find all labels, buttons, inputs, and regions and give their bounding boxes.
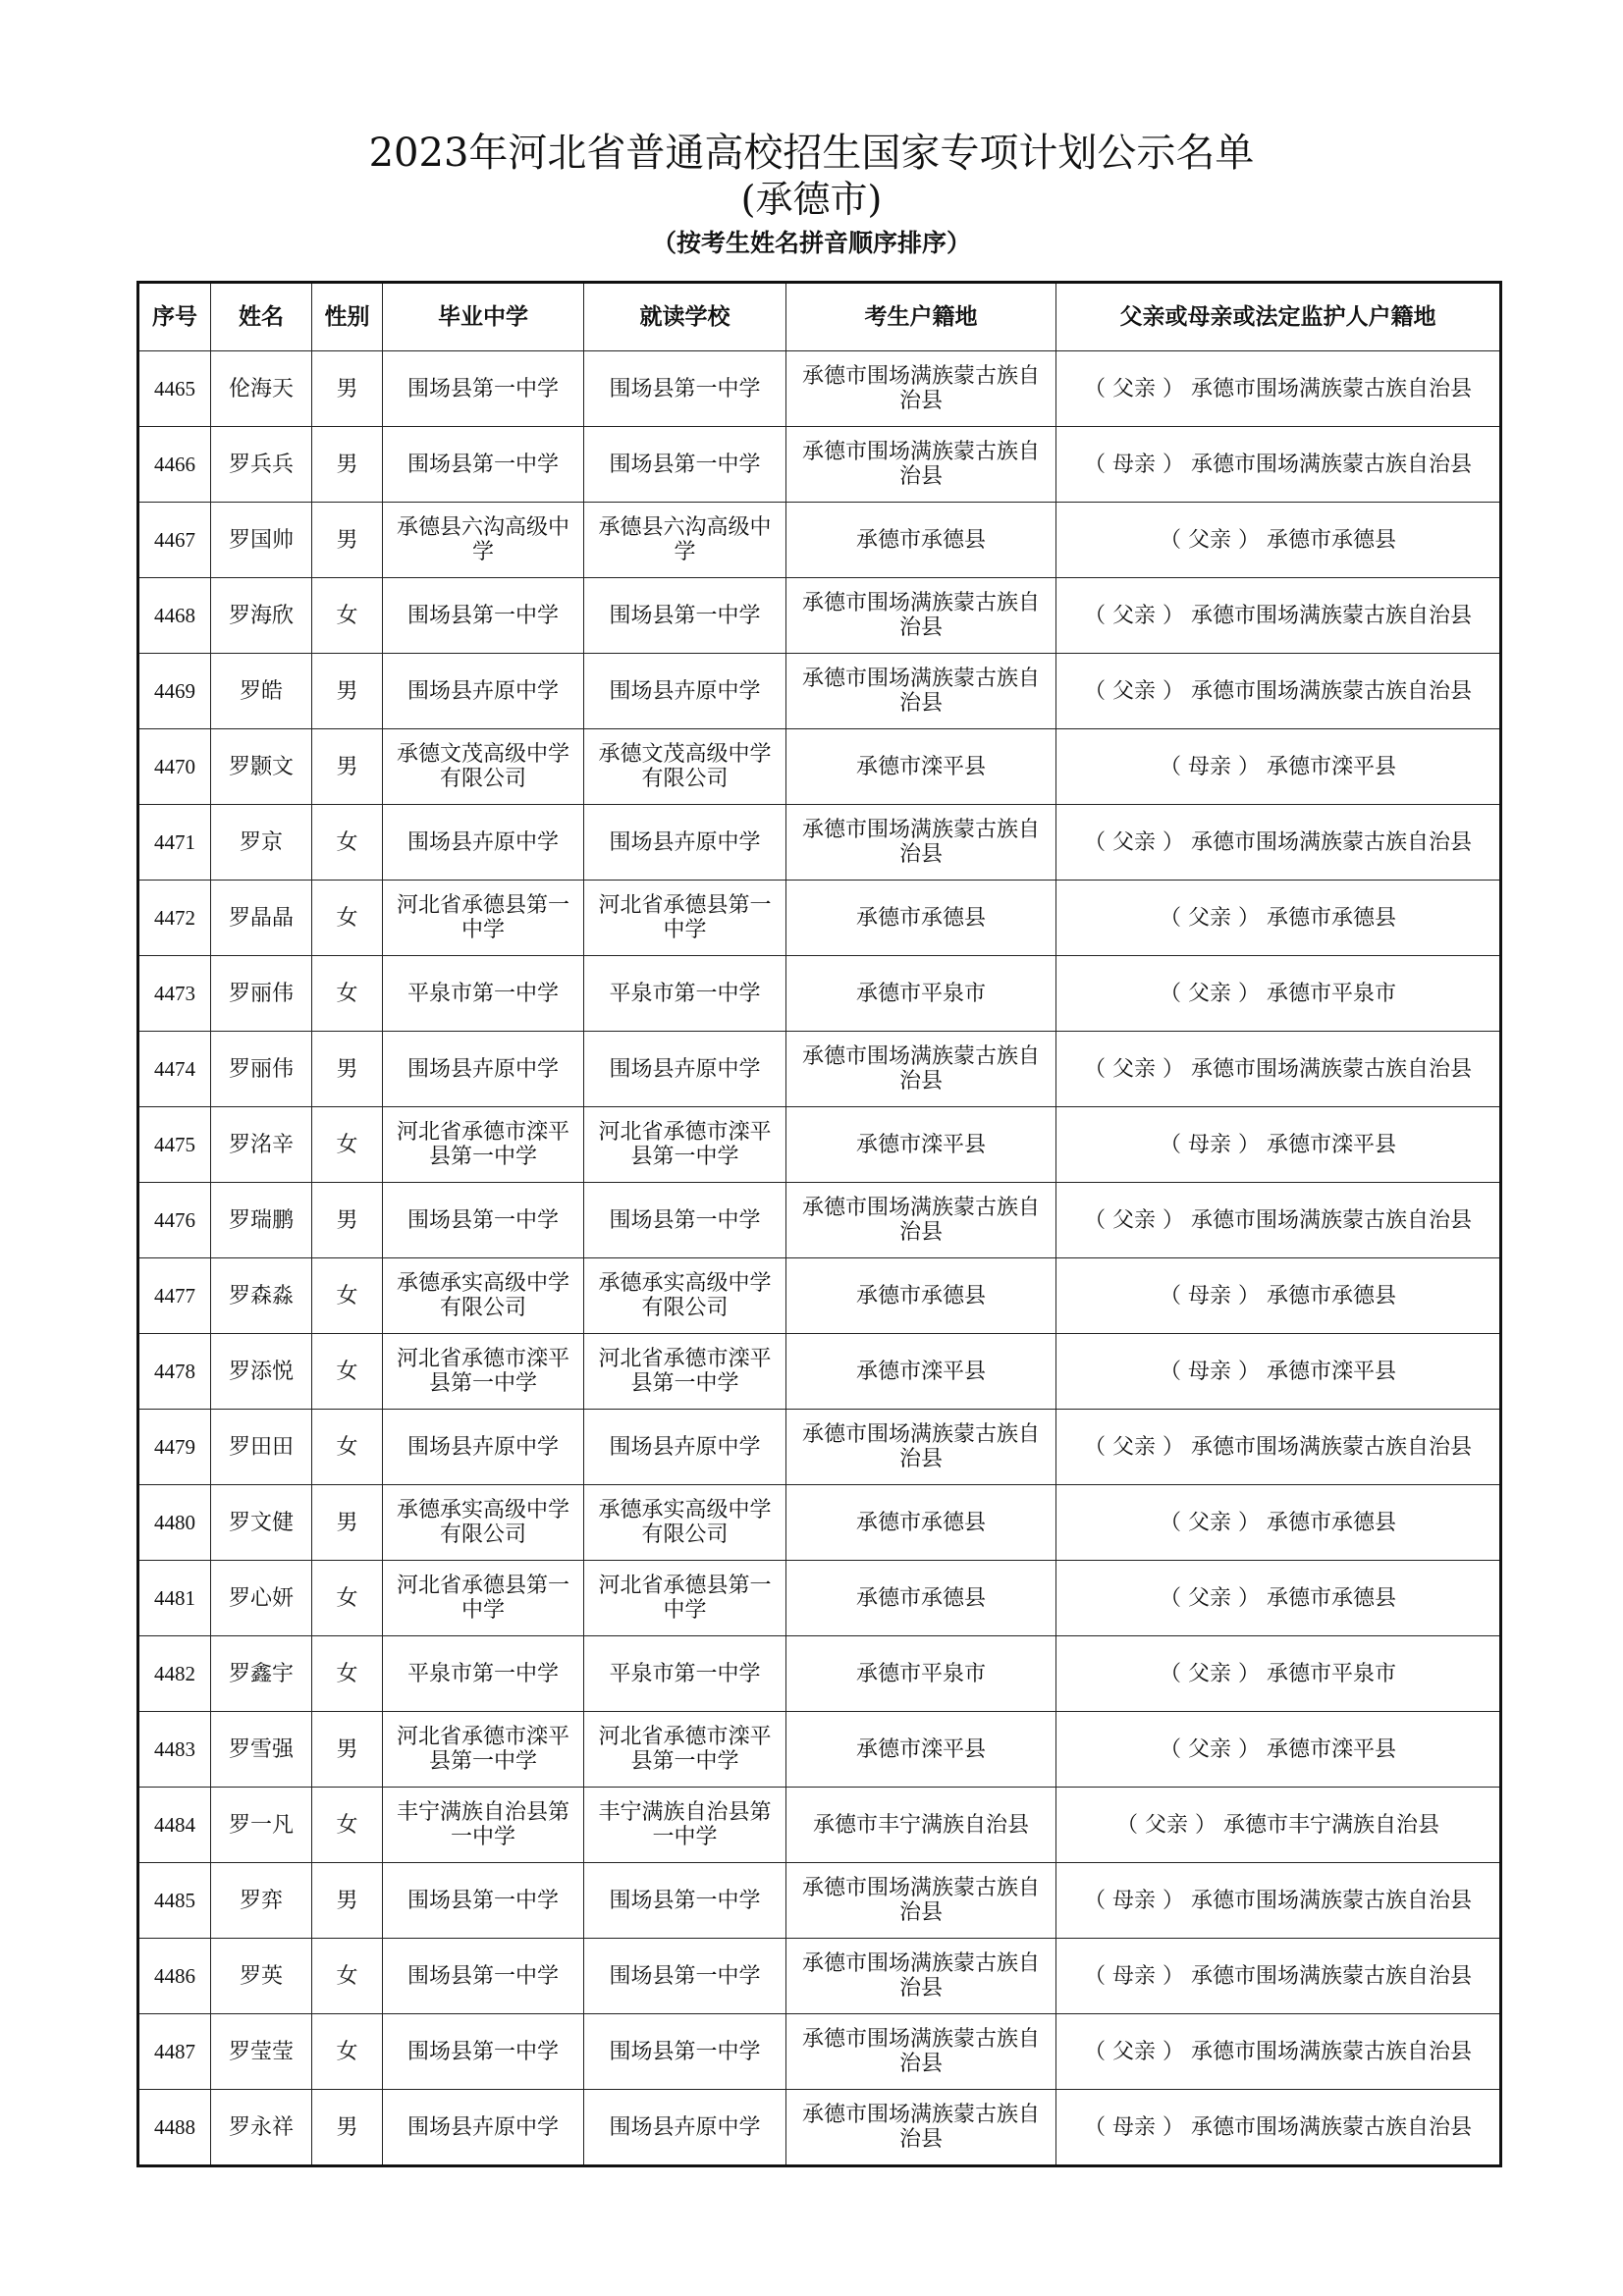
cell-name: 伦海天 [211, 351, 312, 427]
cell-current-school: 围场县卉原中学 [584, 1032, 786, 1107]
cell-guardian-huji: （ 母亲 ） 承德市滦平县 [1056, 729, 1501, 805]
table-row [138, 2014, 1501, 2090]
cell-student-huji: 承德市承德县 [786, 503, 1056, 578]
cell-gender: 女 [312, 1636, 383, 1712]
cell-index: 4471 [138, 805, 211, 881]
table-row [138, 503, 1501, 578]
cell-current-school: 平泉市第一中学 [584, 1636, 786, 1712]
cell-index: 4478 [138, 1334, 211, 1410]
cell-current-school: 承德县六沟高级中学 [584, 503, 786, 578]
cell-index: 4482 [138, 1636, 211, 1712]
cell-guardian-huji: （ 父亲 ） 承德市滦平县 [1056, 1712, 1501, 1788]
cell-current-school: 围场县第一中学 [584, 1183, 786, 1258]
cell-name: 罗添悦 [211, 1334, 312, 1410]
cell-index: 4481 [138, 1561, 211, 1636]
cell-student-huji: 承德市滦平县 [786, 1712, 1056, 1788]
cell-name: 罗弈 [211, 1863, 312, 1939]
cell-gender: 男 [312, 2090, 383, 2166]
cell-graduated-school: 围场县第一中学 [383, 427, 584, 503]
cell-graduated-school: 丰宁满族自治县第一中学 [383, 1788, 584, 1863]
table-row [138, 1258, 1501, 1334]
cell-name: 罗鑫宇 [211, 1636, 312, 1712]
cell-graduated-school: 河北省承德市滦平县第一中学 [383, 1107, 584, 1183]
cell-name: 罗心妍 [211, 1561, 312, 1636]
cell-name: 罗皓 [211, 654, 312, 729]
cell-current-school: 平泉市第一中学 [584, 956, 786, 1032]
cell-graduated-school: 围场县第一中学 [383, 351, 584, 427]
cell-guardian-huji: （ 母亲 ） 承德市承德县 [1056, 1258, 1501, 1334]
cell-current-school: 承德承实高级中学有限公司 [584, 1258, 786, 1334]
cell-guardian-huji: （ 父亲 ） 承德市承德县 [1056, 1561, 1501, 1636]
cell-index: 4474 [138, 1032, 211, 1107]
cell-gender: 男 [312, 1485, 383, 1561]
cell-name: 罗文健 [211, 1485, 312, 1561]
cell-current-school: 围场县第一中学 [584, 1939, 786, 2014]
table-row [138, 881, 1501, 956]
cell-guardian-huji: （ 父亲 ） 承德市平泉市 [1056, 956, 1501, 1032]
cell-guardian-huji: （ 父亲 ） 承德市承德县 [1056, 881, 1501, 956]
table-row [138, 1712, 1501, 1788]
table-row [138, 1410, 1501, 1485]
cell-name: 罗海欣 [211, 578, 312, 654]
table-row [138, 1183, 1501, 1258]
cell-student-huji: 承德市围场满族蒙古族自治县 [786, 654, 1056, 729]
cell-name: 罗莹莹 [211, 2014, 312, 2090]
cell-student-huji: 承德市承德县 [786, 881, 1056, 956]
cell-name: 罗洺辛 [211, 1107, 312, 1183]
page-subtitle: (承德市) [740, 178, 883, 221]
cell-graduated-school: 承德承实高级中学有限公司 [383, 1258, 584, 1334]
cell-gender: 男 [312, 1032, 383, 1107]
cell-gender: 女 [312, 805, 383, 881]
cell-gender: 男 [312, 1183, 383, 1258]
cell-gender: 男 [312, 654, 383, 729]
cell-current-school: 河北省承德县第一中学 [584, 881, 786, 956]
cell-guardian-huji: （ 父亲 ） 承德市丰宁满族自治县 [1056, 1788, 1501, 1863]
cell-name: 罗永祥 [211, 2090, 312, 2166]
page-title: 2023年河北省普通高校招生国家专项计划公示名单 [368, 131, 1255, 176]
cell-guardian-huji: （ 父亲 ） 承德市平泉市 [1056, 1636, 1501, 1712]
cell-guardian-huji: （ 母亲 ） 承德市围场满族蒙古族自治县 [1056, 2090, 1501, 2166]
header-student-huji: 考生户籍地 [786, 283, 1056, 351]
cell-student-huji: 承德市围场满族蒙古族自治县 [786, 1939, 1056, 2014]
cell-guardian-huji: （ 父亲 ） 承德市围场满族蒙古族自治县 [1056, 805, 1501, 881]
cell-graduated-school: 承德文茂高级中学有限公司 [383, 729, 584, 805]
header-current-school: 就读学校 [584, 283, 786, 351]
cell-guardian-huji: （ 父亲 ） 承德市围场满族蒙古族自治县 [1056, 1410, 1501, 1485]
cell-graduated-school: 河北省承德市滦平县第一中学 [383, 1334, 584, 1410]
cell-graduated-school: 围场县第一中学 [383, 578, 584, 654]
cell-student-huji: 承德市围场满族蒙古族自治县 [786, 351, 1056, 427]
header-gender: 性别 [312, 283, 383, 351]
cell-student-huji: 承德市围场满族蒙古族自治县 [786, 1410, 1056, 1485]
cell-student-huji: 承德市围场满族蒙古族自治县 [786, 578, 1056, 654]
cell-gender: 男 [312, 427, 383, 503]
cell-student-huji: 承德市滦平县 [786, 1107, 1056, 1183]
cell-current-school: 围场县第一中学 [584, 2014, 786, 2090]
cell-gender: 女 [312, 1561, 383, 1636]
table-row [138, 1788, 1501, 1863]
table-row [138, 1561, 1501, 1636]
cell-index: 4465 [138, 351, 211, 427]
header-graduated-school: 毕业中学 [383, 283, 584, 351]
cell-gender: 女 [312, 1939, 383, 2014]
cell-graduated-school: 围场县卉原中学 [383, 654, 584, 729]
cell-gender: 女 [312, 1258, 383, 1334]
table-row [138, 1107, 1501, 1183]
cell-current-school: 围场县第一中学 [584, 427, 786, 503]
cell-student-huji: 承德市围场满族蒙古族自治县 [786, 427, 1056, 503]
cell-graduated-school: 围场县卉原中学 [383, 1410, 584, 1485]
cell-index: 4486 [138, 1939, 211, 2014]
cell-index: 4484 [138, 1788, 211, 1863]
cell-name: 罗颢文 [211, 729, 312, 805]
cell-graduated-school: 围场县第一中学 [383, 2014, 584, 2090]
cell-index: 4476 [138, 1183, 211, 1258]
cell-guardian-huji: （ 母亲 ） 承德市滦平县 [1056, 1107, 1501, 1183]
table-row [138, 654, 1501, 729]
cell-current-school: 承德文茂高级中学有限公司 [584, 729, 786, 805]
cell-guardian-huji: （ 母亲 ） 承德市围场满族蒙古族自治县 [1056, 427, 1501, 503]
cell-index: 4467 [138, 503, 211, 578]
cell-gender: 女 [312, 956, 383, 1032]
header-guardian-huji: 父亲或母亲或法定监护人户籍地 [1056, 283, 1501, 351]
cell-guardian-huji: （ 父亲 ） 承德市承德县 [1056, 1485, 1501, 1561]
cell-gender: 女 [312, 881, 383, 956]
table-row [138, 956, 1501, 1032]
cell-student-huji: 承德市承德县 [786, 1485, 1056, 1561]
cell-graduated-school: 围场县卉原中学 [383, 1032, 584, 1107]
table-row [138, 729, 1501, 805]
cell-student-huji: 承德市围场满族蒙古族自治县 [786, 805, 1056, 881]
cell-name: 罗丽伟 [211, 956, 312, 1032]
table-row [138, 1636, 1501, 1712]
cell-guardian-huji: （ 父亲 ） 承德市围场满族蒙古族自治县 [1056, 1032, 1501, 1107]
table-row [138, 1485, 1501, 1561]
cell-name: 罗雪强 [211, 1712, 312, 1788]
cell-guardian-huji: （ 父亲 ） 承德市围场满族蒙古族自治县 [1056, 654, 1501, 729]
cell-student-huji: 承德市平泉市 [786, 956, 1056, 1032]
cell-index: 4469 [138, 654, 211, 729]
cell-graduated-school: 河北省承德市滦平县第一中学 [383, 1712, 584, 1788]
cell-guardian-huji: （ 父亲 ） 承德市围场满族蒙古族自治县 [1056, 351, 1501, 427]
cell-student-huji: 承德市滦平县 [786, 729, 1056, 805]
cell-index: 4472 [138, 881, 211, 956]
cell-gender: 女 [312, 1334, 383, 1410]
cell-gender: 女 [312, 1107, 383, 1183]
cell-graduated-school: 河北省承德县第一中学 [383, 1561, 584, 1636]
cell-gender: 男 [312, 351, 383, 427]
cell-name: 罗瑞鹏 [211, 1183, 312, 1258]
cell-student-huji: 承德市承德县 [786, 1561, 1056, 1636]
table-row [138, 1939, 1501, 2014]
cell-student-huji: 承德市承德县 [786, 1258, 1056, 1334]
cell-index: 4480 [138, 1485, 211, 1561]
sort-note: （按考生姓名拼音顺序排序） [651, 229, 971, 257]
cell-name: 罗田田 [211, 1410, 312, 1485]
cell-current-school: 丰宁满族自治县第一中学 [584, 1788, 786, 1863]
cell-index: 4477 [138, 1258, 211, 1334]
cell-index: 4470 [138, 729, 211, 805]
cell-index: 4479 [138, 1410, 211, 1485]
cell-graduated-school: 围场县卉原中学 [383, 805, 584, 881]
cell-current-school: 围场县第一中学 [584, 351, 786, 427]
cell-index: 4483 [138, 1712, 211, 1788]
cell-current-school: 河北省承德市滦平县第一中学 [584, 1107, 786, 1183]
cell-name: 罗一凡 [211, 1788, 312, 1863]
cell-gender: 男 [312, 1863, 383, 1939]
cell-guardian-huji: （ 父亲 ） 承德市承德县 [1056, 503, 1501, 578]
table-row [138, 805, 1501, 881]
cell-index: 4466 [138, 427, 211, 503]
cell-name: 罗森淼 [211, 1258, 312, 1334]
cell-guardian-huji: （ 母亲 ） 承德市围场满族蒙古族自治县 [1056, 1939, 1501, 2014]
cell-current-school: 河北省承德市滦平县第一中学 [584, 1334, 786, 1410]
cell-index: 4468 [138, 578, 211, 654]
cell-name: 罗兵兵 [211, 427, 312, 503]
table-row [138, 427, 1501, 503]
cell-gender: 男 [312, 729, 383, 805]
table-row [138, 1032, 1501, 1107]
cell-guardian-huji: （ 父亲 ） 承德市围场满族蒙古族自治县 [1056, 2014, 1501, 2090]
cell-student-huji: 承德市围场满族蒙古族自治县 [786, 1863, 1056, 1939]
header-row [138, 283, 1501, 351]
header-name: 姓名 [211, 283, 312, 351]
cell-graduated-school: 围场县第一中学 [383, 1939, 584, 2014]
cell-name: 罗丽伟 [211, 1032, 312, 1107]
cell-gender: 女 [312, 578, 383, 654]
table-row [138, 2090, 1501, 2166]
cell-graduated-school: 平泉市第一中学 [383, 1636, 584, 1712]
cell-gender: 男 [312, 1712, 383, 1788]
table-body [138, 351, 1501, 2166]
cell-index: 4485 [138, 1863, 211, 1939]
cell-guardian-huji: （ 父亲 ） 承德市围场满族蒙古族自治县 [1056, 578, 1501, 654]
cell-student-huji: 承德市围场满族蒙古族自治县 [786, 2090, 1056, 2166]
cell-graduated-school: 平泉市第一中学 [383, 956, 584, 1032]
cell-index: 4487 [138, 2014, 211, 2090]
cell-current-school: 围场县第一中学 [584, 578, 786, 654]
cell-graduated-school: 河北省承德县第一中学 [383, 881, 584, 956]
cell-graduated-school: 承德承实高级中学有限公司 [383, 1485, 584, 1561]
cell-current-school: 围场县第一中学 [584, 1863, 786, 1939]
cell-gender: 女 [312, 2014, 383, 2090]
cell-student-huji: 承德市围场满族蒙古族自治县 [786, 1032, 1056, 1107]
cell-current-school: 围场县卉原中学 [584, 805, 786, 881]
cell-name: 罗英 [211, 1939, 312, 2014]
table-row [138, 1863, 1501, 1939]
cell-student-huji: 承德市围场满族蒙古族自治县 [786, 1183, 1056, 1258]
cell-graduated-school: 围场县卉原中学 [383, 2090, 584, 2166]
roster-table [136, 281, 1502, 2167]
cell-graduated-school: 围场县第一中学 [383, 1863, 584, 1939]
cell-guardian-huji: （ 母亲 ） 承德市滦平县 [1056, 1334, 1501, 1410]
cell-name: 罗国帅 [211, 503, 312, 578]
cell-current-school: 承德承实高级中学有限公司 [584, 1485, 786, 1561]
cell-index: 4473 [138, 956, 211, 1032]
cell-current-school: 围场县卉原中学 [584, 2090, 786, 2166]
cell-name: 罗京 [211, 805, 312, 881]
cell-student-huji: 承德市围场满族蒙古族自治县 [786, 2014, 1056, 2090]
table-row [138, 1334, 1501, 1410]
cell-current-school: 围场县卉原中学 [584, 654, 786, 729]
cell-graduated-school: 承德县六沟高级中学 [383, 503, 584, 578]
cell-student-huji: 承德市丰宁满族自治县 [786, 1788, 1056, 1863]
cell-guardian-huji: （ 母亲 ） 承德市围场满族蒙古族自治县 [1056, 1863, 1501, 1939]
cell-index: 4488 [138, 2090, 211, 2166]
table-row [138, 351, 1501, 427]
cell-gender: 女 [312, 1410, 383, 1485]
cell-graduated-school: 围场县第一中学 [383, 1183, 584, 1258]
cell-current-school: 围场县卉原中学 [584, 1410, 786, 1485]
cell-name: 罗晶晶 [211, 881, 312, 956]
cell-index: 4475 [138, 1107, 211, 1183]
table-row [138, 578, 1501, 654]
cell-student-huji: 承德市滦平县 [786, 1334, 1056, 1410]
cell-guardian-huji: （ 父亲 ） 承德市围场满族蒙古族自治县 [1056, 1183, 1501, 1258]
cell-gender: 女 [312, 1788, 383, 1863]
cell-current-school: 河北省承德县第一中学 [584, 1561, 786, 1636]
header-index: 序号 [138, 283, 211, 351]
table-header [138, 283, 1501, 351]
cell-gender: 男 [312, 503, 383, 578]
cell-student-huji: 承德市平泉市 [786, 1636, 1056, 1712]
cell-current-school: 河北省承德市滦平县第一中学 [584, 1712, 786, 1788]
